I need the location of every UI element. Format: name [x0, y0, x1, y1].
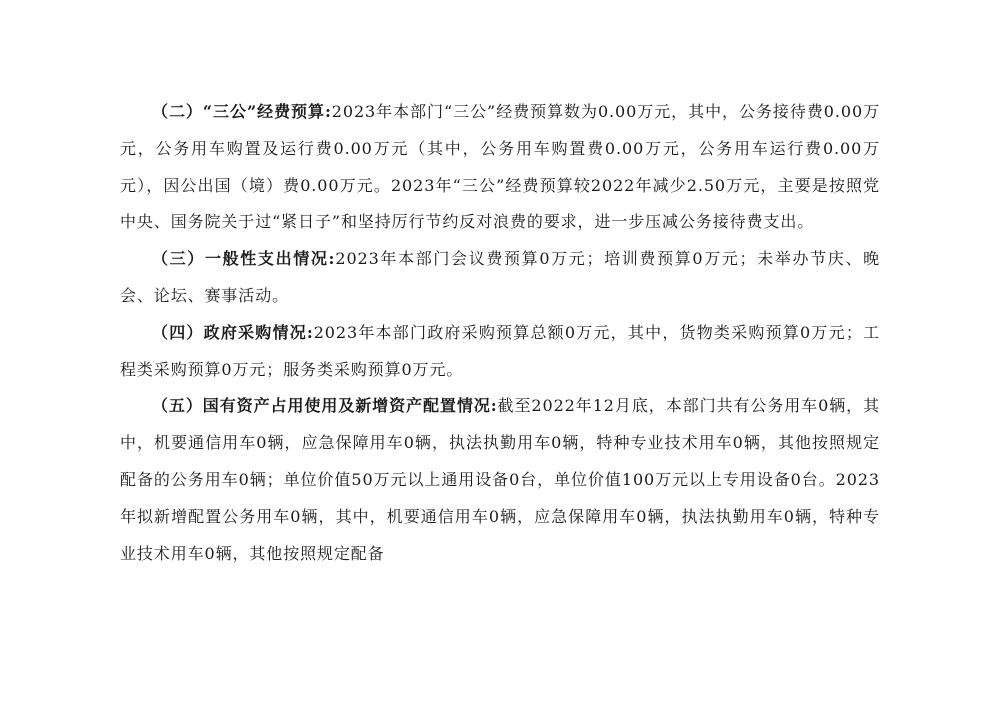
paragraph-text: 2023年本部门政府采购预算总额0万元，其中，货物类采购预算0万元；工程类采购预算0万元；服务类采购预算0万元。 [120, 322, 880, 379]
paragraph-three-public-expenses [120, 94, 880, 241]
paragraph-heading: （四）政府采购情况: [152, 322, 314, 342]
document-body [120, 94, 880, 572]
paragraph-general-expenditure [120, 241, 880, 315]
paragraph-heading: （三）一般性支出情况: [152, 249, 336, 269]
paragraph-heading: （五）国有资产占用使用及新增资产配置情况: [152, 396, 498, 416]
paragraph-text: 2023年本部门“三公”经费预算数为0.00万元，其中，公务接待费0.00万元，公务用车购置及运行费0.00万元（其中，公务用车购置费0.00万元，公务用车运行费0.00万元），因公出国（境）费0.00万元。2023年“三公”经费预算较2022年减少2.50万元，主要是按照党中央、国务院关于过“紧日子”和坚持厉行节约反对浪费的要求，进一步压减公务接待费支出。 [120, 102, 880, 232]
paragraph-text: 2023年本部门会议费预算0万元；培训费预算0万元；未举办节庆、晚会、论坛、赛事活动。 [120, 249, 881, 305]
paragraph-government-procurement [120, 315, 880, 389]
paragraph-text: 截至2022年12月底，本部门共有公务用车0辆，其中，机要通信用车0辆，应急保障用车0辆，执法执勤用车0辆，特种专业技术用车0辆，其他按照规定配备的公务用车0辆；单位价值50万元以上通用设备0台，单位价值100万元以上专用设备0台。2023年拟新增配置公务用车0辆，其中，机要通信用车0辆，应急保障用车0辆，执法执勤用车0辆，特种专业技术用车0辆，其他按照规定配备 [120, 396, 881, 563]
paragraph-heading: （二）“三公”经费预算: [152, 102, 332, 121]
paragraph-state-assets [120, 388, 880, 572]
